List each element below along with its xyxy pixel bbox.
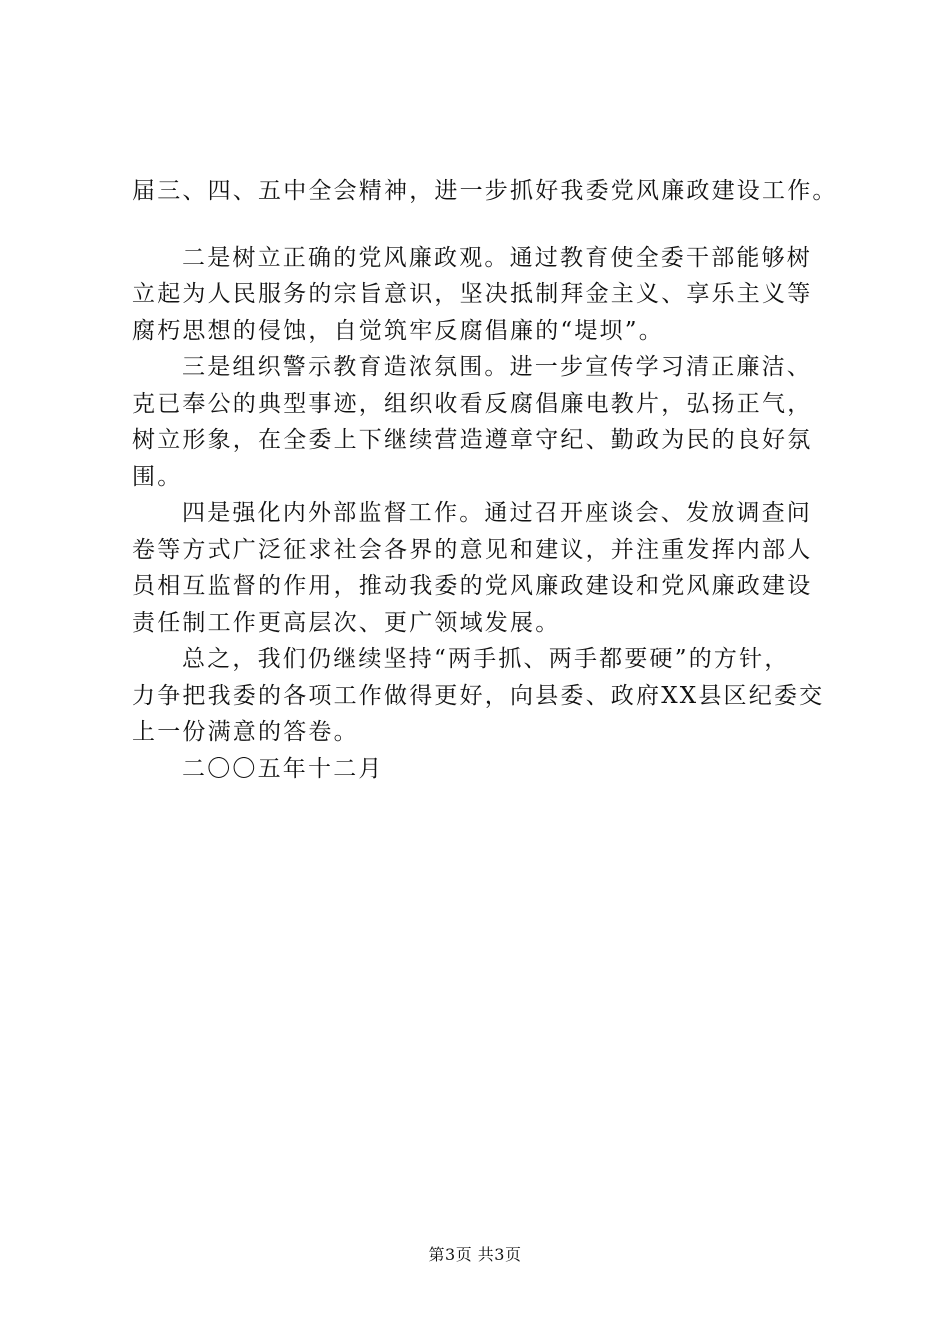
document-body — [132, 173, 852, 787]
date-line: 二〇〇五年十二月 — [182, 755, 384, 782]
text-line: 总之，我们仍继续坚持“两手抓、两手都要硬”的方针， — [182, 646, 790, 672]
text-line: 三是组织警示教育造浓氛围。进一步宣传学习清正廉洁、 — [182, 354, 812, 380]
text-line: 树立形象，在全委上下继续营造遵章守纪、勤政为民的良好氛 — [132, 427, 813, 453]
text-line: 员相互监督的作用，推动我委的党风廉政建设和党风廉政建设 — [132, 573, 813, 599]
paragraph-gap — [132, 210, 852, 240]
text-line: 卷等方式广泛征求社会各界的意见和建议，并注重发挥内部人 — [132, 536, 813, 563]
text-line: 力争把我委的各项工作做得更好，向县委、政府XX县区纪委交 — [132, 682, 825, 709]
text-line: 克已奉公的典型事迹，组织收看反腐倡廉电教片，弘扬正气， — [132, 390, 813, 417]
page-number: 第3页 共3页 — [428, 1245, 522, 1264]
text-line: 立起为人民服务的宗旨意识，坚决抵制拜金主义、享乐主义等 — [132, 281, 813, 307]
text-line: 二是树立正确的党风廉政观。通过教育使全委干部能够树 — [182, 244, 812, 271]
text-line: 届三、四、五中全会精神，进一步抓好我委党风廉政建设工作。 — [132, 178, 838, 204]
text-line: 腐朽思想的侵蚀，自觉筑牢反腐倡廉的“堤坝”。 — [132, 317, 664, 344]
text-line: 围。 — [132, 463, 183, 490]
text-line: 四是强化内外部监督工作。通过召开座谈会、发放调查问 — [182, 500, 812, 526]
text-line: 责任制工作更高层次、更广领域发展。 — [132, 609, 561, 636]
text-line: 上一份满意的答卷。 — [132, 719, 359, 745]
